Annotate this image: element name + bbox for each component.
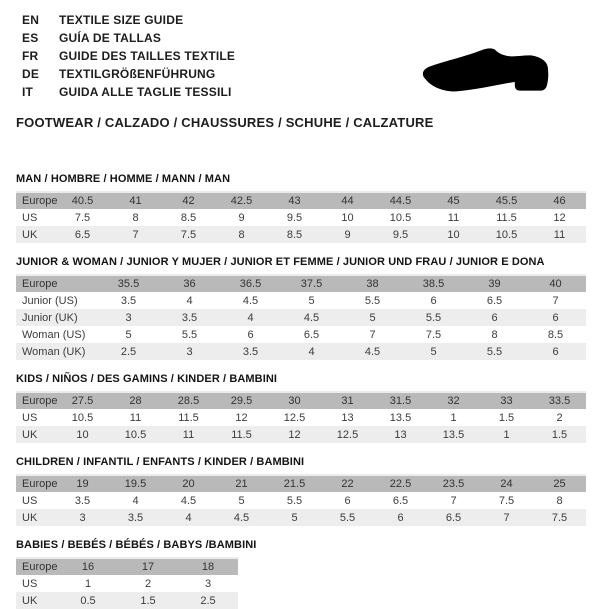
size-value: 21.5	[283, 478, 306, 490]
size-value: 3.5	[181, 311, 198, 324]
size-value: 36	[183, 278, 196, 290]
table-row	[16, 226, 586, 243]
table-row	[16, 275, 586, 292]
size-table-section	[16, 373, 586, 443]
language-code: FR	[22, 49, 39, 63]
size-value: 12.5	[283, 411, 306, 424]
size-value: 13	[394, 428, 407, 441]
size-value: 3	[79, 511, 86, 524]
header-block	[16, 8, 586, 101]
size-value: 17	[141, 561, 155, 573]
size-value: 13	[341, 411, 354, 424]
size-table	[16, 191, 586, 243]
size-table	[16, 474, 586, 526]
size-value: 35.5	[117, 278, 140, 290]
size-value: 6.5	[392, 494, 409, 507]
size-table	[16, 274, 586, 360]
size-value: 23.5	[442, 478, 465, 490]
size-value: 31.5	[389, 395, 412, 407]
size-value: 6.5	[74, 228, 91, 241]
size-value: 6.5	[445, 511, 462, 524]
size-value: 19	[76, 478, 89, 490]
size-table-section	[16, 173, 586, 243]
size-value: 33.5	[548, 395, 571, 407]
size-value: 3	[125, 311, 132, 324]
size-value: 4.5	[180, 494, 197, 507]
size-value: 11.5	[231, 428, 252, 441]
size-value: 11	[182, 428, 195, 441]
size-value: 28.5	[177, 395, 200, 407]
size-value: 6	[397, 511, 404, 524]
table-row	[16, 558, 238, 575]
size-value: 42	[182, 195, 195, 207]
size-value: 8	[238, 228, 245, 241]
size-value: 5	[369, 311, 376, 324]
size-value: 29.5	[230, 395, 253, 407]
size-value: 25	[553, 478, 566, 490]
size-table	[16, 391, 586, 443]
size-value: 4	[186, 294, 193, 307]
size-value: 11	[553, 228, 566, 241]
size-value: 8	[491, 328, 498, 341]
size-value: 18	[201, 561, 215, 573]
size-value: 1	[84, 577, 92, 590]
table-title: JUNIOR & WOMAN / JUNIOR Y MUJER / JUNIOR ET FEMME / JUNIOR UND FRAU / JUNIOR E DONA	[16, 256, 545, 268]
table-row	[16, 475, 586, 492]
size-value: 24	[500, 478, 513, 490]
size-value: 44	[341, 195, 354, 207]
size-value: 33	[500, 395, 513, 407]
row-label: UK	[22, 511, 38, 524]
row-label: UK	[22, 594, 38, 607]
size-value: 43	[288, 195, 301, 207]
size-value: 40.5	[71, 195, 94, 207]
size-value: 1.5	[551, 428, 568, 441]
table-row	[16, 209, 586, 226]
size-value: 37.5	[300, 278, 323, 290]
size-value: 11.5	[496, 211, 517, 224]
table-title: BABIES / BEBÉS / BÉBÉS / BABYS /BAMBINI	[16, 539, 257, 551]
size-table-section	[16, 256, 586, 360]
size-value: 4	[185, 511, 192, 524]
row-label: Europe	[22, 278, 58, 290]
size-value: 5.5	[364, 294, 381, 307]
size-value: 7	[503, 511, 510, 524]
size-value: 7.5	[180, 228, 197, 241]
size-value: 20	[182, 478, 195, 490]
size-value: 7	[450, 494, 457, 507]
guide-title: TEXTILGRÖßENFÜHRUNG	[59, 67, 216, 81]
size-value: 1.5	[140, 594, 156, 607]
table-row	[16, 292, 586, 309]
row-label: US	[22, 211, 38, 224]
size-value: 13.5	[389, 411, 412, 424]
size-value: 4	[132, 494, 139, 507]
size-value: 30	[288, 395, 301, 407]
size-value: 6.5	[303, 328, 320, 341]
size-value: 40	[549, 278, 562, 290]
table-title: CHILDREN / INFANTIL / ENFANTS / KINDER / BAMBINI	[16, 456, 305, 468]
size-value: 6	[430, 294, 437, 307]
table-row	[16, 392, 586, 409]
size-value: 8	[556, 494, 563, 507]
row-label: Junior (US)	[22, 294, 78, 307]
table-row	[16, 426, 586, 443]
row-label: Europe	[22, 478, 58, 490]
size-value: 38.5	[422, 278, 445, 290]
size-value: 5	[291, 511, 298, 524]
size-value: 7	[369, 328, 376, 341]
size-value: 4.5	[233, 511, 250, 524]
size-value: 6	[552, 311, 559, 324]
size-value: 9	[238, 211, 245, 224]
size-value: 3.5	[242, 345, 259, 358]
size-value: 12.5	[336, 428, 359, 441]
size-value: 4	[247, 311, 254, 324]
size-value: 6	[344, 494, 351, 507]
size-value: 3	[186, 345, 193, 358]
size-value: 27.5	[71, 395, 94, 407]
table-row	[16, 575, 238, 592]
size-value: 22	[341, 478, 354, 490]
size-table	[16, 557, 238, 609]
size-value: 2	[556, 411, 563, 424]
size-value: 7.5	[551, 511, 568, 524]
size-value: 5.5	[425, 311, 442, 324]
size-value: 11	[447, 211, 460, 224]
size-value: 11	[129, 411, 142, 424]
size-value: 7.5	[498, 494, 515, 507]
size-value: 45	[447, 195, 460, 207]
size-value: 6	[491, 311, 498, 324]
shoe-icon	[398, 32, 570, 98]
size-value: 5.5	[181, 328, 198, 341]
size-value: 7.5	[74, 211, 91, 224]
size-value: 12	[553, 211, 566, 224]
size-value: 46	[553, 195, 566, 207]
size-value: 10.5	[389, 211, 412, 224]
table-row	[16, 326, 586, 343]
guide-title: GUIDA ALLE TAGLIE TESSILI	[59, 85, 232, 99]
size-value: 3.5	[120, 294, 137, 307]
row-label: Europe	[22, 561, 58, 573]
language-code: DE	[22, 67, 40, 81]
size-tables	[16, 173, 586, 609]
size-value: 10.5	[124, 428, 147, 441]
size-value: 2.5	[200, 594, 216, 607]
size-value: 32	[447, 395, 460, 407]
size-value: 5	[125, 328, 132, 341]
row-label: UK	[22, 228, 38, 241]
size-value: 6	[552, 345, 559, 358]
category-heading: FOOTWEAR / CALZADO / CHAUSSURES / SCHUHE / CALZATURE	[16, 115, 434, 130]
size-value: 7.5	[425, 328, 442, 341]
size-table-section	[16, 539, 586, 609]
row-label: UK	[22, 428, 38, 441]
size-value: 5	[430, 345, 437, 358]
size-value: 7	[132, 228, 139, 241]
row-label: Woman (US)	[22, 328, 86, 341]
size-value: 10	[76, 428, 89, 441]
guide-title: GUÍA DE TALLAS	[59, 31, 162, 45]
size-value: 42.5	[230, 195, 253, 207]
size-value: 10.5	[71, 411, 94, 424]
size-value: 4.5	[303, 311, 320, 324]
size-value: 16	[81, 561, 95, 573]
language-code: ES	[22, 31, 39, 45]
row-label: Europe	[22, 195, 58, 207]
size-value: 44.5	[389, 195, 412, 207]
size-value: 9	[344, 228, 351, 241]
size-value: 8.5	[286, 228, 303, 241]
size-value: 36.5	[239, 278, 262, 290]
size-value: 4.5	[364, 345, 381, 358]
table-title: MAN / HOMBRE / HOMME / MANN / MAN	[16, 173, 231, 185]
size-value: 10	[341, 211, 354, 224]
language-code: IT	[22, 85, 34, 99]
size-value: 4	[308, 345, 315, 358]
row-label: US	[22, 411, 38, 424]
size-value: 10.5	[495, 228, 518, 241]
size-value: 6	[247, 328, 254, 341]
size-value: 10	[447, 228, 460, 241]
size-value: 41	[129, 195, 142, 207]
size-value: 12	[235, 411, 248, 424]
size-value: 7	[552, 294, 559, 307]
size-value: 19.5	[124, 478, 147, 490]
size-value: 21	[235, 478, 248, 490]
table-row	[16, 192, 586, 209]
language-code: EN	[22, 13, 40, 27]
size-table-section	[16, 456, 586, 526]
size-value: 3.5	[127, 511, 144, 524]
size-value: 45.5	[495, 195, 518, 207]
size-value: 5	[308, 294, 315, 307]
size-value: 5.5	[286, 494, 303, 507]
size-value: 9.5	[286, 211, 303, 224]
size-value: 0.5	[80, 594, 96, 607]
guide-title: GUIDE DES TAILLES TEXTILE	[59, 49, 236, 63]
table-title: KIDS / NIÑOS / DES GAMINS / KINDER / BAMBINI	[16, 373, 278, 385]
row-label: Junior (UK)	[22, 311, 78, 324]
row-label: Europe	[22, 395, 58, 407]
size-value: 12	[288, 428, 301, 441]
size-value: 8.5	[547, 328, 564, 341]
size-value: 1.5	[498, 411, 515, 424]
size-value: 13.5	[442, 428, 465, 441]
size-value: 5.5	[339, 511, 356, 524]
size-value: 8	[132, 211, 139, 224]
size-value: 39	[488, 278, 501, 290]
size-value: 31	[341, 395, 354, 407]
size-value: 6.5	[486, 294, 503, 307]
size-value: 8.5	[180, 211, 197, 224]
row-label: US	[22, 494, 38, 507]
size-value: 1	[450, 411, 457, 424]
size-value: 22.5	[389, 478, 412, 490]
size-value: 11.5	[178, 411, 199, 424]
table-row	[16, 592, 238, 609]
table-row	[16, 492, 586, 509]
table-row	[16, 409, 586, 426]
guide-title: TEXTILE SIZE GUIDE	[59, 13, 184, 27]
table-row	[16, 343, 586, 360]
size-value: 1	[503, 428, 510, 441]
size-value: 38	[366, 278, 379, 290]
size-value: 3	[204, 577, 212, 590]
size-value: 4.5	[242, 294, 259, 307]
size-value: 28	[129, 395, 142, 407]
size-value: 3.5	[74, 494, 91, 507]
size-value: 9.5	[392, 228, 409, 241]
table-row	[16, 309, 586, 326]
size-value: 2	[144, 577, 152, 590]
size-value: 5	[238, 494, 245, 507]
row-label: US	[22, 577, 38, 590]
size-value: 2.5	[120, 345, 137, 358]
size-value: 5.5	[486, 345, 503, 358]
table-row	[16, 509, 586, 526]
language-row	[22, 11, 586, 29]
row-label: Woman (UK)	[22, 345, 86, 358]
